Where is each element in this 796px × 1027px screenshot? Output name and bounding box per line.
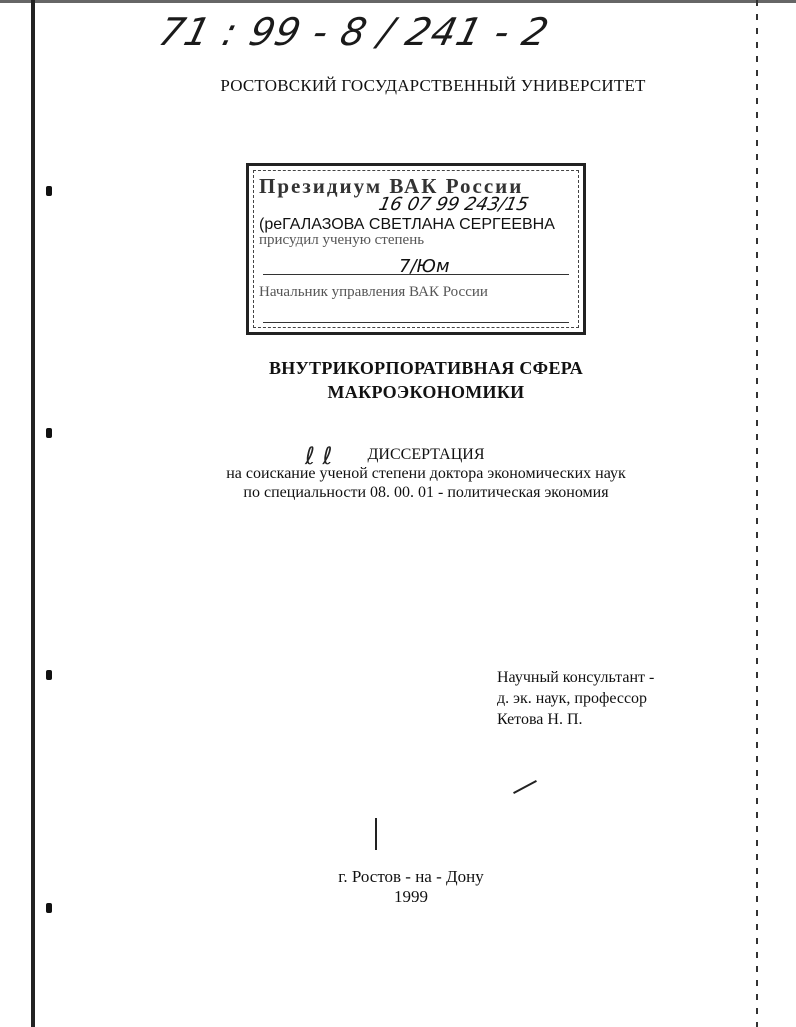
stamp-chief-text: Начальник управления ВАК России [259,284,488,300]
city-name: г. Ростов - на - Дону [338,867,484,886]
pen-stroke-mark [513,780,537,794]
author-name: (реГАЛАЗОВА СВЕТЛАНА СЕРГЕЕВНА [259,216,555,233]
handwritten-archive-code: 71 : 99 - 8 / 241 - 2 [154,10,554,54]
year: 1999 [394,887,428,906]
title-line-2: МАКРОЭКОНОМИКИ [327,382,525,402]
scientific-consultant [497,667,654,730]
title-line-1: ВНУТРИКОРПОРАТИВНАЯ СФЕРА [268,358,584,378]
scan-edge-top [0,0,796,3]
handwritten-mark: ℓ ℓ [305,442,333,470]
dissertation-block [0,445,796,502]
dissertation-title [0,356,796,404]
consultant-line-2: д. эк. наук, профессор [497,690,648,707]
binding-hole-mark [46,186,52,196]
stamp-signature: 7/Юм [399,256,450,277]
stamp-rule [263,322,569,323]
binding-hole-mark [46,428,52,438]
stamp-handwritten-date: 16 07 99 243/15 [376,194,531,215]
university-name: РОСТОВСКИЙ ГОСУДАРСТВЕННЫЙ УНИВЕРСИТЕТ [220,76,646,95]
vak-stamp [246,163,586,335]
city-year-block [0,867,796,907]
consultant-line-1: Научный консультант - [497,669,655,686]
degree-line: на соискание ученой степени доктора экономических наук [226,465,626,482]
binding-hole-mark [46,670,52,680]
stamp-header: Президиум ВАК России [259,174,524,198]
pen-stroke-mark [375,818,377,850]
specialty-line: по специальности 08. 00. 01 - политическая экономия [243,484,609,501]
consultant-line-3: Кетова Н. П. [497,711,583,728]
stamp-awarded-text: присудил ученую степень [259,232,425,248]
dissertation-label: ДИССЕРТАЦИЯ [367,446,485,463]
